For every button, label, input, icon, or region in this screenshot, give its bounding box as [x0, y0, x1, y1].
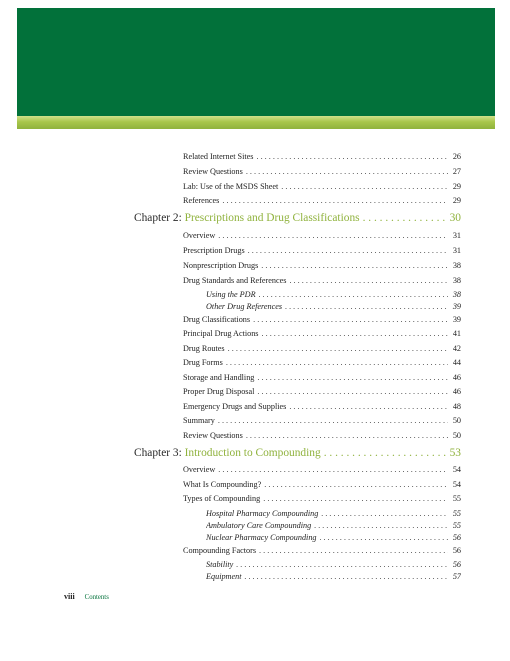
toc-entry-page: 50: [452, 431, 461, 440]
toc-entry-label: Principal Drug Actions: [183, 329, 259, 338]
toc-leader: [324, 447, 447, 459]
toc-entry-page: 31: [452, 231, 461, 240]
toc-leader: [253, 315, 448, 324]
toc-leader: [261, 261, 448, 270]
toc-entry-page: 27: [452, 167, 461, 176]
toc-entry-page: 30: [449, 212, 461, 224]
toc-entry-label: Compounding Factors: [183, 546, 257, 555]
toc-entry-label: Nonprescription Drugs: [183, 261, 259, 270]
toc-entry[interactable]: [183, 480, 461, 489]
toc-entry-label: Storage and Handling: [183, 373, 255, 382]
toc-entry-page: 29: [452, 196, 461, 205]
toc-entry[interactable]: [183, 261, 461, 270]
toc-entry-label: Equipment: [206, 572, 242, 581]
toc-entry-page: 39: [452, 302, 461, 311]
toc-leader: [264, 480, 448, 489]
toc-entry-label: Stability: [206, 560, 234, 569]
toc-entry[interactable]: [183, 152, 461, 161]
toc-leader: [257, 387, 448, 396]
chapter-number: Chapter 3:: [134, 447, 182, 459]
toc-subentry[interactable]: [206, 290, 461, 299]
toc-entry-page: 41: [452, 329, 461, 338]
toc-entry-page: 44: [452, 358, 461, 367]
toc-entry-label: Overview: [183, 231, 216, 240]
toc-leader: [222, 196, 448, 205]
toc-entry-label: Related Internet Sites: [183, 152, 254, 161]
toc-subentry[interactable]: [206, 572, 461, 581]
toc-leader: [281, 182, 448, 191]
toc-entry-label: Review Questions: [183, 431, 243, 440]
toc-entry-page: 56: [452, 560, 461, 569]
toc-leader: [228, 344, 448, 353]
footer-page-number: viii: [64, 592, 75, 601]
toc-entry-page: 46: [452, 373, 461, 382]
toc-entry-label: References: [183, 196, 220, 205]
toc-entry-label: Emergency Drugs and Supplies: [183, 402, 287, 411]
toc-entry-page: 55: [452, 521, 461, 530]
toc-entry[interactable]: [183, 196, 461, 205]
toc-leader: [236, 560, 448, 569]
toc-entry-label: Review Questions: [183, 167, 243, 176]
toc-leader: [263, 494, 448, 503]
toc-entry-page: 46: [452, 387, 461, 396]
toc-entry-page: 56: [452, 533, 461, 542]
toc-entry[interactable]: [183, 546, 461, 555]
toc-leader: [218, 416, 448, 425]
toc-entry-label: Summary: [183, 416, 215, 425]
toc-entry-label: Types of Compounding: [183, 494, 261, 503]
toc-leader: [248, 246, 448, 255]
toc-leader: [256, 152, 448, 161]
toc-entry-label: Nuclear Pharmacy Compounding: [206, 533, 317, 542]
toc-entry[interactable]: [183, 358, 461, 367]
toc-leader: [321, 509, 448, 518]
chapter-number: Chapter 2:: [134, 212, 182, 224]
toc-entry[interactable]: [183, 315, 461, 324]
toc-entry[interactable]: [183, 246, 461, 255]
toc-entry-label: Ambulatory Care Compounding: [206, 521, 312, 530]
chapter-title: Prescriptions and Drug Classifications: [184, 212, 360, 224]
toc-entry[interactable]: [183, 167, 461, 176]
toc-entry-page: 29: [452, 182, 461, 191]
toc-entry[interactable]: [183, 465, 461, 474]
toc-entry-page: 31: [452, 246, 461, 255]
toc-entry-label: Prescription Drugs: [183, 246, 245, 255]
toc-subentry[interactable]: [206, 509, 461, 518]
toc-chapter-heading[interactable]: [134, 212, 461, 224]
toc-leader: [262, 329, 449, 338]
toc-leader: [289, 276, 448, 285]
toc-leader: [259, 546, 448, 555]
toc-leader: [246, 167, 448, 176]
toc-leader: [289, 402, 448, 411]
toc-leader: [257, 373, 448, 382]
toc-entry-page: 38: [452, 261, 461, 270]
toc-leader: [363, 212, 447, 224]
toc-leader: [320, 533, 448, 542]
toc-entry-label: Overview: [183, 465, 216, 474]
toc-entry[interactable]: [183, 344, 461, 353]
toc-subentry[interactable]: [206, 533, 461, 542]
toc-entry-label: Using the PDR: [206, 290, 256, 299]
toc-entry-page: 53: [449, 447, 461, 459]
toc-entry-page: 39: [452, 315, 461, 324]
toc-entry[interactable]: [183, 329, 461, 338]
toc-entry-page: 56: [452, 546, 461, 555]
toc-entry-page: 26: [452, 152, 461, 161]
toc-leader: [244, 572, 448, 581]
toc-entry-page: 38: [452, 276, 461, 285]
toc-entry[interactable]: [183, 276, 461, 285]
toc-chapter-heading[interactable]: [134, 447, 461, 459]
toc-entry[interactable]: [183, 416, 461, 425]
toc-entry-page: 57: [452, 572, 461, 581]
toc-entry-page: 55: [452, 494, 461, 503]
toc-entry[interactable]: [183, 431, 461, 440]
toc-entry[interactable]: [183, 402, 461, 411]
toc-subentry[interactable]: [206, 560, 461, 569]
toc-entry-label: Drug Classifications: [183, 315, 251, 324]
toc-entry[interactable]: [183, 182, 461, 191]
toc-entry-label: Lab: Use of the MSDS Sheet: [183, 182, 279, 191]
toc-entry-label: What Is Compounding?: [183, 480, 262, 489]
toc-leader: [259, 290, 448, 299]
toc-leader: [314, 521, 448, 530]
toc-entry-page: 42: [452, 344, 461, 353]
footer-title: Contents: [84, 594, 109, 601]
toc-entry[interactable]: [183, 494, 461, 503]
toc-entry-page: 50: [452, 416, 461, 425]
toc-entry[interactable]: [183, 231, 461, 240]
toc-leader: [218, 465, 448, 474]
toc-leader: [226, 358, 448, 367]
toc-subentry[interactable]: [206, 302, 461, 311]
toc-entry-page: 54: [452, 465, 461, 474]
toc-leader: [285, 302, 448, 311]
toc-entry[interactable]: [183, 373, 461, 382]
toc-entry-label: Other Drug References: [206, 302, 283, 311]
toc-entry-page: 38: [452, 290, 461, 299]
chapter-title: Introduction to Compounding: [184, 447, 321, 459]
page-footer: [64, 592, 109, 601]
toc-entry-page: 48: [452, 402, 461, 411]
toc-entry[interactable]: [183, 387, 461, 396]
toc-leader: [218, 231, 448, 240]
toc-leader: [246, 431, 448, 440]
toc-entry-label: Drug Routes: [183, 344, 225, 353]
toc-subentry[interactable]: [206, 521, 461, 530]
toc-entry-label: Drug Standards and References: [183, 276, 287, 285]
toc-entry-page: 55: [452, 509, 461, 518]
toc-entry-page: 54: [452, 480, 461, 489]
toc-entry-label: Proper Drug Disposal: [183, 387, 255, 396]
toc-entry-label: Hospital Pharmacy Compounding: [206, 509, 319, 518]
toc-entry-label: Drug Forms: [183, 358, 223, 367]
